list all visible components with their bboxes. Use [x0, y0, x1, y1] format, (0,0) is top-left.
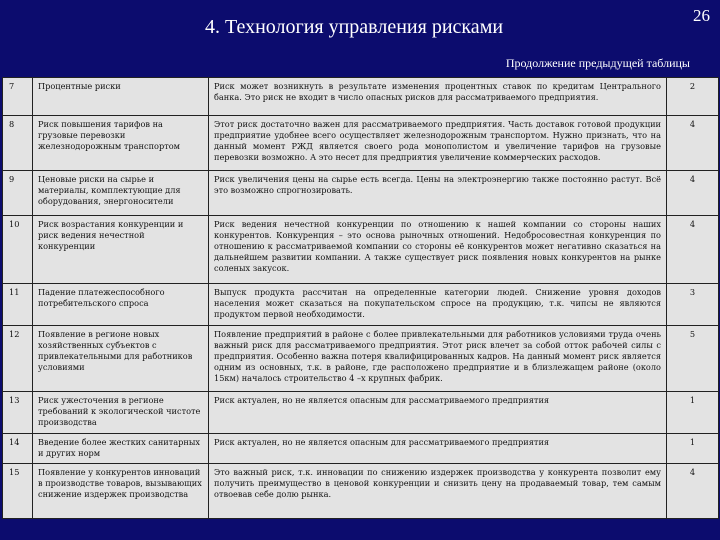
table-row — [3, 284, 719, 326]
risk-description: Риск актуален, но не является опасным для рассматриваемого предприятия — [209, 392, 667, 434]
risk-score: 2 — [667, 78, 719, 116]
row-number: 8 — [3, 116, 33, 171]
risk-description: Этот риск достаточно важен для рассматриваемого предприятия. Часть доставок готовой продукции предприятие удобнее всего осуществляет железнодорожным транспортом. Нужно признать, что на данный момент РЖД является своего рода монополистом и увеличение тарифов на грузовые перевозки возможно. А это несет для предприятия увеличение коммерческих расходов. — [209, 116, 667, 171]
table-row — [3, 171, 719, 216]
risk-name: Падение платежеспособного потребительского спроса — [33, 284, 209, 326]
risk-description: Появление предприятий в районе с более привлекательными для работников условиями труда очень важный риск для рассматриваемого предприятия. Этот риск влечет за собой отток рабочей силы с предприятия. Особенно важна потеря квалифицированных кадров. На данный момент риск является одним из основных, т.к. в районе, где расположено предприятие и в близлежащем районе (около 15км) началось строительство 4 –х крупных фабрик. — [209, 326, 667, 392]
risk-score: 4 — [667, 171, 719, 216]
risk-score: 4 — [667, 464, 719, 519]
table-row — [3, 392, 719, 434]
risk-score: 4 — [667, 216, 719, 284]
risk-description: Риск увеличения цены на сырье есть всегда. Цены на электроэнергию также постоянно растут. Всё это возможно спрогнозировать. — [209, 171, 667, 216]
table-row — [3, 116, 719, 171]
risk-description: Риск ведения нечестной конкуренции по отношению к нашей компании со стороны наших конкурентов. Конкуренция – это основа рыночных отношений. Недобросовестная конкуренция по отношению к рассматриваемой компании со стороны её конкурентов может негативно сказаться на дальнейшем развитии компании. А также существует риск появления новых конкурентов на рынке соленых закусок. — [209, 216, 667, 284]
row-number: 9 — [3, 171, 33, 216]
risk-name: Появление в регионе новых хозяйственных субъектов с привлекательными для работников условиями — [33, 326, 209, 392]
risk-name: Риск возрастания конкуренции и риск ведения нечестной конкуренции — [33, 216, 209, 284]
risk-description: Риск может возникнуть в результате изменения процентных ставок по кредитам Центрального банка. Это риск не входит в число опасных рисков для рассматриваемого предприятия. — [209, 78, 667, 116]
risk-description: Это важный риск, т.к. инновации по снижению издержек производства у конкурента позволит ему получить преимущество в ценовой конкуренции и снизить цену на продаваемый товар, тем самым отвоевав себе долю рынка. — [209, 464, 667, 519]
table-continuation-caption: Продолжение предыдущей таблицы — [505, 56, 690, 70]
row-number: 12 — [3, 326, 33, 392]
row-number: 10 — [3, 216, 33, 284]
page-number: 26 — [693, 6, 710, 25]
table-row — [3, 78, 719, 116]
row-number: 11 — [3, 284, 33, 326]
risk-name: Ценовые риски на сырье и материалы, комплектующие для оборудования, энергоносители — [33, 171, 209, 216]
risk-score: 4 — [667, 116, 719, 171]
risk-score: 1 — [667, 392, 719, 434]
risk-score: 3 — [667, 284, 719, 326]
risk-table — [2, 77, 719, 519]
row-number: 14 — [3, 434, 33, 464]
row-number: 13 — [3, 392, 33, 434]
slide-title: 4. Технология управления рисками — [205, 16, 504, 38]
risk-name: Введение более жестких санитарных и других норм — [33, 434, 209, 464]
risk-name: Риск ужесточения в регионе требований к экологической чистоте производства — [33, 392, 209, 434]
risk-description: Риск актуален, но не является опасным для рассматриваемого предприятия — [209, 434, 667, 464]
table-row — [3, 464, 719, 519]
risk-name: Процентные риски — [33, 78, 209, 116]
row-number: 7 — [3, 78, 33, 116]
table-row — [3, 326, 719, 392]
risk-name: Появление у конкурентов инноваций в производстве товаров, вызывающих снижение издержек производства — [33, 464, 209, 519]
risk-score: 1 — [667, 434, 719, 464]
table-row — [3, 216, 719, 284]
risk-score: 5 — [667, 326, 719, 392]
row-number: 15 — [3, 464, 33, 519]
risk-name: Риск повышения тарифов на грузовые перевозки железнодорожным транспортом — [33, 116, 209, 171]
table-row — [3, 434, 719, 464]
risk-description: Выпуск продукта рассчитан на определенные категории людей. Снижение уровня доходов населения может сказаться на покупательском спросе на продукцию, т.к. чипсы не являются продуктом первой необходимости. — [209, 284, 667, 326]
